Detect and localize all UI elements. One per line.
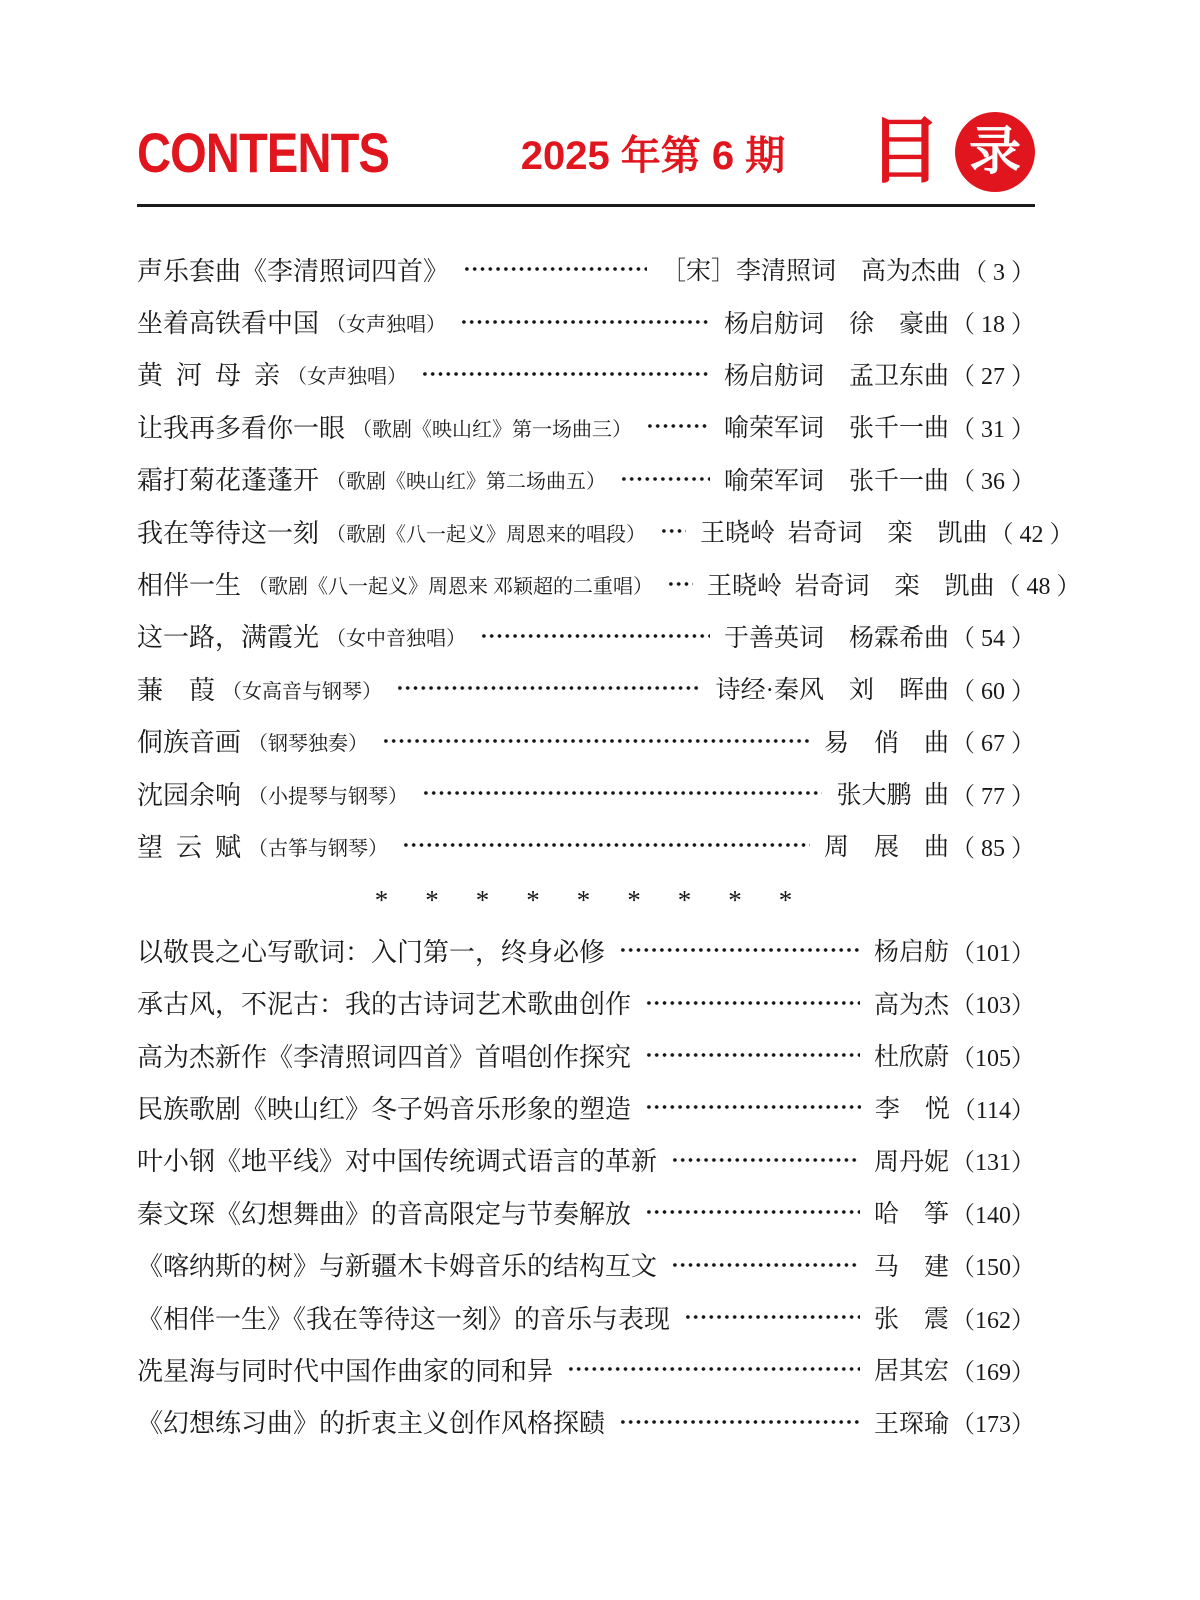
entry-page-number: （150） (951, 1255, 1035, 1282)
entry-title: 望 云 赋 (137, 832, 242, 862)
entry-title: 蒹 葭 (137, 675, 216, 705)
dot-leader (645, 1207, 860, 1217)
entry-authors: 张大鹏 曲 (836, 782, 949, 810)
entry-title: 《喀纳斯的树》与新疆木卡姆音乐的结构互文 (137, 1252, 658, 1282)
entry-note: （小提琴与钢琴） (248, 785, 409, 808)
entry-page-number: （131） (951, 1150, 1035, 1177)
toc-entry (137, 295, 1035, 347)
entry-title: 声乐套曲《李清照词四首》 (137, 256, 450, 286)
dot-leader (619, 1417, 860, 1427)
entry-authors: 王琛瑜 (873, 1410, 949, 1438)
entry-page-number: （ 36 ） (951, 469, 1035, 496)
entry-note: （歌剧《映山红》第二场曲五） (326, 471, 607, 494)
dot-leader (422, 788, 822, 798)
toc-entry (137, 1396, 1035, 1448)
entry-note: （钢琴独奏） (248, 733, 369, 756)
dot-leader (671, 1260, 860, 1270)
entry-title: 这一路，满霞光 (137, 623, 320, 653)
entry-page-number: （103） (951, 993, 1035, 1020)
entry-page-number: （ 48 ） (996, 574, 1081, 601)
issue-label: 2025 年第 6 期 (520, 133, 786, 178)
toc-entry (137, 557, 1081, 609)
entry-page-number: （ 31 ） (951, 416, 1035, 443)
entry-page-number: （ 18 ） (951, 312, 1035, 339)
entry-authors: 周 展 曲 (823, 834, 949, 862)
entry-title: 秦文琛《幻想舞曲》的音高限定与节奏解放 (137, 1199, 632, 1229)
entry-authors: 诗经·秦风 刘 晖曲 (715, 677, 949, 705)
dot-leader (382, 736, 810, 746)
page-header (0, 0, 1200, 192)
entry-page-number: （173） (951, 1412, 1035, 1439)
entry-note: （歌剧《映山红》第一场曲三） (352, 418, 633, 441)
entry-page-number: （ 42 ） (989, 521, 1074, 548)
toc-entry (137, 924, 1035, 976)
entry-authors: 李 悦 (874, 1096, 950, 1124)
dot-leader (421, 369, 710, 379)
dot-leader (671, 1155, 860, 1165)
entry-authors: 易 俏 曲 (823, 729, 949, 757)
entry-title: 侗族音画 (137, 728, 242, 758)
article-entries-list (137, 924, 1035, 1448)
entry-note: （女高音与钢琴） (222, 680, 383, 703)
entry-page-number: （ 27 ） (951, 364, 1035, 391)
toc-entry (137, 662, 1035, 714)
dot-leader (460, 317, 710, 327)
toc-body (137, 243, 1081, 1448)
dot-leader (646, 421, 710, 431)
toc-entry (137, 976, 1035, 1028)
toc-entry (137, 1186, 1035, 1238)
dot-leader (645, 1102, 861, 1112)
entry-title: 我在等待这一刻 (137, 518, 320, 548)
entry-authors: 杨启舫词 孟卫东曲 (723, 362, 949, 390)
toc-entry (137, 715, 1035, 767)
entry-note: （女声独唱） (287, 366, 408, 389)
entry-page-number: （ 85 ） (951, 835, 1035, 862)
lu-circle-icon: 录 (955, 112, 1035, 192)
entry-authors: 杨启舫 (873, 939, 949, 967)
entry-title: 让我再多看你一眼 (137, 413, 346, 443)
entry-page-number: （ 67 ） (951, 731, 1035, 758)
entry-page-number: （ 54 ） (951, 626, 1035, 653)
toc-entry (137, 610, 1035, 662)
entry-authors: ［宋］李清照词 高为杰曲 (660, 258, 961, 286)
entry-page-number: （169） (951, 1359, 1035, 1386)
entry-title: 承古风，不泥古：我的古诗词艺术歌曲创作 (137, 990, 632, 1020)
entry-authors: 哈 筝 (873, 1201, 949, 1229)
entry-authors: 张 震 (873, 1306, 949, 1333)
toc-entry (137, 505, 1074, 557)
entry-authors: 马 建 (873, 1253, 949, 1281)
entry-title: 相伴一生 (137, 571, 242, 601)
entry-authors: 喻荣军词 张千一曲 (723, 415, 949, 443)
toc-entry (137, 243, 1035, 295)
entry-page-number: （ 60 ） (951, 678, 1035, 705)
dot-leader (620, 474, 710, 484)
entry-title: 冼星海与同时代中国作曲家的同和异 (137, 1356, 554, 1386)
entry-authors: 王晓岭 岩奇词 栾 凯曲 (707, 572, 995, 600)
toc-entry (137, 819, 1035, 871)
entry-title: 沈园余响 (137, 780, 242, 810)
dot-leader (645, 998, 860, 1008)
entry-title: 民族歌剧《映山红》冬子妈音乐形象的塑造 (137, 1094, 632, 1124)
entry-title: 以敬畏之心写歌词：入门第一，终身必修 (137, 937, 606, 967)
entry-note: （女声独唱） (326, 314, 447, 337)
toc-entry (137, 1291, 1035, 1343)
entry-note: （歌剧《八一起义》周恩来 邓颖超的二重唱） (248, 576, 654, 599)
dot-leader (396, 683, 702, 693)
entry-authors: 周丹妮 (873, 1148, 949, 1176)
dot-leader (463, 264, 647, 274)
toc-entry (137, 1134, 1035, 1186)
dot-leader (480, 631, 710, 641)
entry-authors: 高为杰 (873, 991, 949, 1019)
dot-leader (619, 945, 860, 955)
dot-leader (402, 840, 810, 850)
toc-entry (137, 767, 1035, 819)
entry-note: （女中音独唱） (326, 628, 467, 651)
dot-leader (567, 1364, 860, 1374)
entry-page-number: （101） (951, 940, 1035, 967)
header-divider (137, 204, 1035, 207)
entry-authors: 杨启舫词 徐 豪曲 (723, 310, 949, 338)
entry-page-number: （140） (951, 1202, 1035, 1229)
entry-page-number: （114） (951, 1097, 1035, 1124)
entry-authors: 杜欣蔚 (873, 1044, 949, 1072)
entry-authors: 居其宏 (873, 1358, 949, 1386)
entry-authors: 于善英词 杨霖希曲 (723, 624, 949, 652)
toc-entry (137, 1343, 1035, 1395)
dot-leader (667, 579, 693, 589)
score-entries-list (137, 243, 1081, 872)
dot-leader (684, 1312, 860, 1322)
dot-leader (660, 526, 686, 536)
entry-note: （歌剧《八一起义》周恩来的唱段） (326, 523, 647, 546)
toc-entry (137, 348, 1035, 400)
entry-title: 《相伴一生》《我在等待这一刻》的音乐与表现 (137, 1304, 671, 1334)
entry-title: 高为杰新作《李清照词四首》首唱创作探究 (137, 1042, 632, 1072)
contents-title: CONTENTS (137, 120, 389, 184)
entry-page-number: （ 3 ） (963, 259, 1035, 286)
toc-entry (137, 400, 1035, 452)
entry-authors: 喻荣军词 张千一曲 (723, 467, 949, 495)
mu-character-icon: 目 (868, 112, 941, 192)
section-separator: * * * * * * * * * (374, 885, 798, 916)
entry-authors: 王晓岭 岩奇词 栾 凯曲 (700, 520, 988, 548)
toc-entry (137, 1081, 1035, 1133)
dot-leader (645, 1050, 860, 1060)
toc-entry (137, 1029, 1035, 1081)
entry-title: 《幻想练习曲》的折衷主义创作风格探赜 (137, 1409, 606, 1439)
entry-page-number: （ 77 ） (951, 783, 1035, 810)
entry-note: （古筝与钢琴） (248, 837, 389, 860)
toc-entry (137, 453, 1035, 505)
entry-title: 叶小钢《地平线》对中国传统调式语言的革新 (137, 1147, 658, 1177)
catalog-badge (869, 112, 1035, 192)
entry-page-number: （105） (951, 1045, 1035, 1072)
entry-page-number: （162） (951, 1307, 1035, 1334)
toc-entry (137, 1238, 1035, 1290)
entry-title: 黄 河 母 亲 (137, 361, 281, 391)
entry-title: 坐着高铁看中国 (137, 309, 320, 339)
entry-title: 霜打菊花蓬蓬开 (137, 466, 320, 496)
